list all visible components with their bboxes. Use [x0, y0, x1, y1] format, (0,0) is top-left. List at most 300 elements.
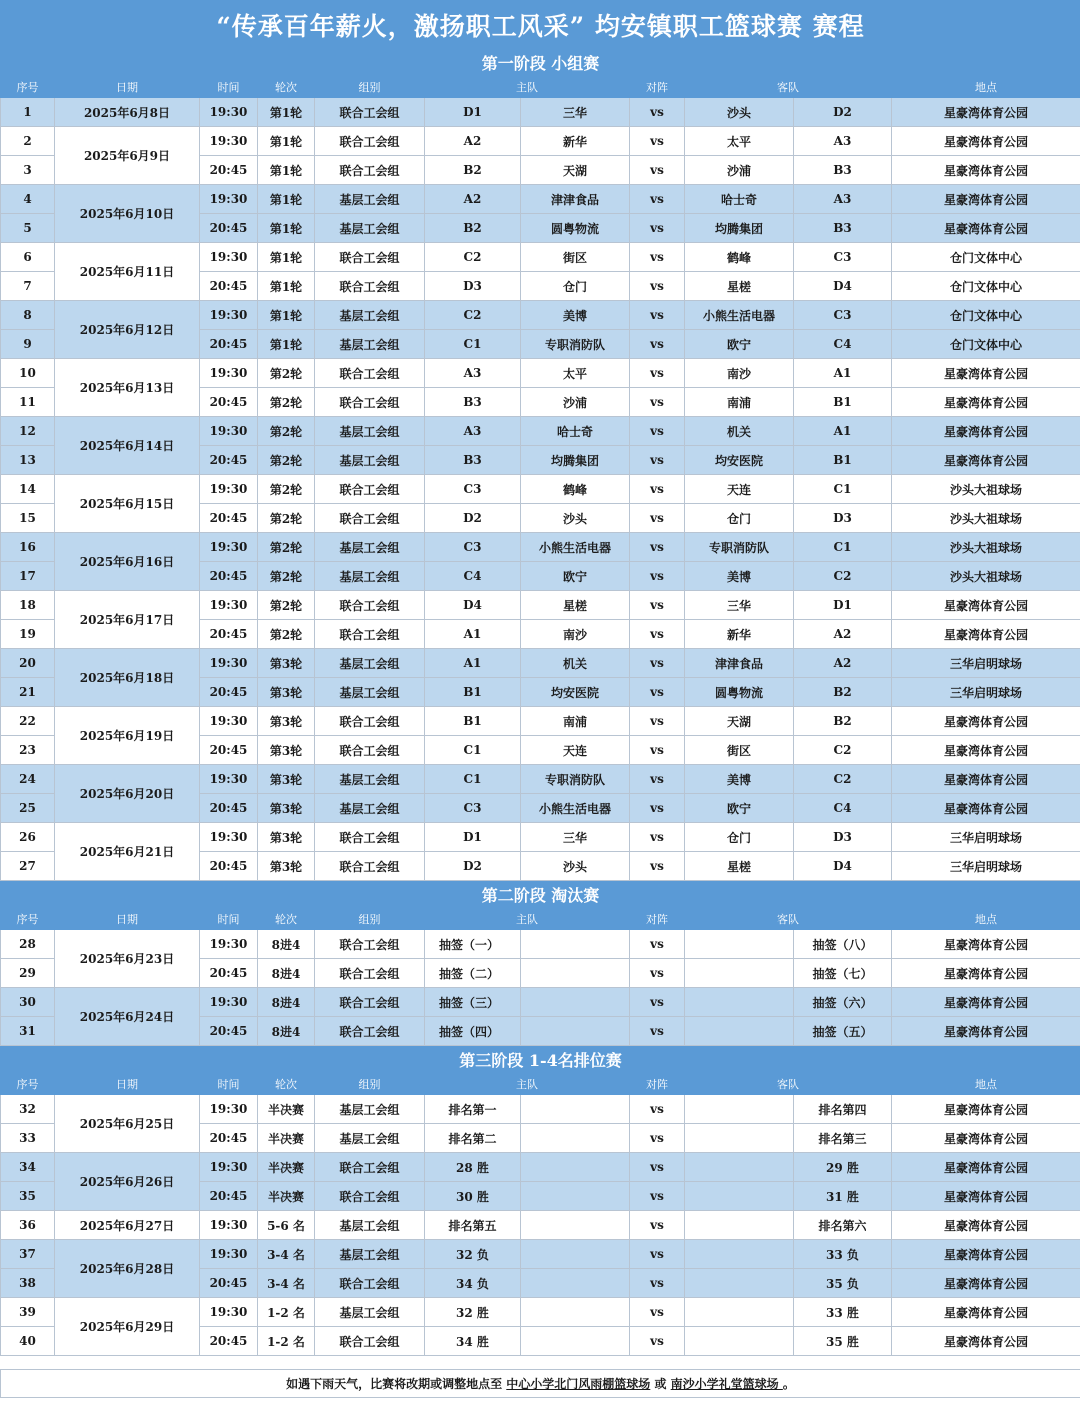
game-date: 2025年6月14日 — [55, 417, 200, 475]
home-team: 仓门 — [521, 272, 630, 301]
away-team: 抽签（六） — [794, 988, 892, 1017]
header-home: 主队 — [425, 77, 630, 98]
game-number: 19 — [1, 620, 55, 649]
header-vs: 对阵 — [630, 909, 685, 930]
game-group: 基层工会组 — [315, 330, 425, 359]
versus-label: vs — [630, 1124, 685, 1153]
game-group: 联合工会组 — [315, 959, 425, 988]
game-venue: 星豪湾体育公园 — [892, 1153, 1080, 1182]
game-time: 20:45 — [200, 156, 258, 185]
game-time: 19:30 — [200, 1153, 258, 1182]
home-team: 街区 — [521, 243, 630, 272]
away-code: D3 — [794, 823, 892, 852]
game-date: 2025年6月17日 — [55, 591, 200, 649]
home-code: B2 — [425, 156, 521, 185]
game-time: 19:30 — [200, 765, 258, 794]
page-title: “传承百年薪火，激扬职工风采” 均安镇职工篮球赛 赛程 — [1, 1, 1080, 49]
table-row — [1, 417, 1080, 446]
versus-label: vs — [630, 959, 685, 988]
game-venue: 星豪湾体育公园 — [892, 1017, 1080, 1046]
game-group: 基层工会组 — [315, 649, 425, 678]
game-time: 20:45 — [200, 330, 258, 359]
rain-note-row — [1, 1370, 1080, 1398]
game-venue: 星豪湾体育公园 — [892, 765, 1080, 794]
versus-label: vs — [630, 243, 685, 272]
home-team: 34 胜 — [425, 1327, 521, 1356]
versus-label: vs — [630, 707, 685, 736]
away-code: A2 — [794, 649, 892, 678]
game-time: 20:45 — [200, 678, 258, 707]
game-time: 20:45 — [200, 504, 258, 533]
header-home: 主队 — [425, 909, 630, 930]
header-time: 时间 — [200, 1074, 258, 1095]
header-time: 时间 — [200, 77, 258, 98]
versus-label: vs — [630, 1182, 685, 1211]
home-team: 欧宁 — [521, 562, 630, 591]
versus-label: vs — [630, 736, 685, 765]
away-team: 圆粤物流 — [685, 678, 794, 707]
away-team: 南浦 — [685, 388, 794, 417]
away-code: B2 — [794, 678, 892, 707]
game-group: 基层工会组 — [315, 1298, 425, 1327]
versus-label: vs — [630, 988, 685, 1017]
stage-heading-row — [1, 881, 1080, 909]
game-round: 第3轮 — [258, 736, 315, 765]
versus-label: vs — [630, 388, 685, 417]
game-number: 10 — [1, 359, 55, 388]
header-no: 序号 — [1, 1074, 55, 1095]
game-group: 基层工会组 — [315, 1211, 425, 1240]
table-row — [1, 301, 1080, 330]
home-code: D2 — [425, 852, 521, 881]
game-round: 第2轮 — [258, 620, 315, 649]
home-code: D4 — [425, 591, 521, 620]
game-venue: 星豪湾体育公园 — [892, 185, 1080, 214]
game-venue: 星豪湾体育公园 — [892, 156, 1080, 185]
game-date: 2025年6月27日 — [55, 1211, 200, 1240]
home-code: D3 — [425, 272, 521, 301]
versus-label: vs — [630, 591, 685, 620]
home-blank — [521, 930, 630, 959]
game-venue: 沙头大祖球场 — [892, 475, 1080, 504]
game-group: 基层工会组 — [315, 533, 425, 562]
header-date: 日期 — [55, 77, 200, 98]
game-time: 20:45 — [200, 562, 258, 591]
away-code: C1 — [794, 475, 892, 504]
away-code: C1 — [794, 533, 892, 562]
away-team: 欧宁 — [685, 794, 794, 823]
away-code: D1 — [794, 591, 892, 620]
home-code: C3 — [425, 475, 521, 504]
away-team: 机关 — [685, 417, 794, 446]
game-date: 2025年6月20日 — [55, 765, 200, 823]
away-team: 均安医院 — [685, 446, 794, 475]
game-venue: 星豪湾体育公园 — [892, 591, 1080, 620]
game-number: 31 — [1, 1017, 55, 1046]
table-row — [1, 765, 1080, 794]
versus-label: vs — [630, 446, 685, 475]
versus-label: vs — [630, 156, 685, 185]
away-team: 抽签（五） — [794, 1017, 892, 1046]
home-team: 三华 — [521, 98, 630, 127]
header-away: 客队 — [685, 77, 892, 98]
game-number: 23 — [1, 736, 55, 765]
game-group: 联合工会组 — [315, 1017, 425, 1046]
game-venue: 星豪湾体育公园 — [892, 930, 1080, 959]
versus-label: vs — [630, 272, 685, 301]
home-team: 排名第五 — [425, 1211, 521, 1240]
game-number: 34 — [1, 1153, 55, 1182]
home-blank — [521, 1182, 630, 1211]
away-blank — [685, 930, 794, 959]
home-code: A2 — [425, 185, 521, 214]
game-time: 19:30 — [200, 98, 258, 127]
game-round: 第2轮 — [258, 504, 315, 533]
game-group: 基层工会组 — [315, 1124, 425, 1153]
game-group: 联合工会组 — [315, 98, 425, 127]
away-code: B3 — [794, 156, 892, 185]
game-number: 39 — [1, 1298, 55, 1327]
game-time: 19:30 — [200, 1240, 258, 1269]
game-round: 半决赛 — [258, 1095, 315, 1124]
away-blank — [685, 959, 794, 988]
home-blank — [521, 1298, 630, 1327]
home-code: C3 — [425, 533, 521, 562]
game-number: 8 — [1, 301, 55, 330]
game-round: 第1轮 — [258, 185, 315, 214]
table-row — [1, 533, 1080, 562]
header-home: 主队 — [425, 1074, 630, 1095]
game-group: 联合工会组 — [315, 736, 425, 765]
home-team: 圆粤物流 — [521, 214, 630, 243]
home-team: 32 负 — [425, 1240, 521, 1269]
table-row — [1, 185, 1080, 214]
game-number: 25 — [1, 794, 55, 823]
header-group: 组别 — [315, 1074, 425, 1095]
game-group: 联合工会组 — [315, 852, 425, 881]
game-time: 20:45 — [200, 214, 258, 243]
away-code: B1 — [794, 388, 892, 417]
versus-label: vs — [630, 1269, 685, 1298]
game-venue: 星豪湾体育公园 — [892, 1298, 1080, 1327]
header-date: 日期 — [55, 1074, 200, 1095]
home-code: A3 — [425, 359, 521, 388]
game-round: 8进4 — [258, 930, 315, 959]
game-time: 19:30 — [200, 1298, 258, 1327]
game-round: 第1轮 — [258, 330, 315, 359]
away-team: 星槎 — [685, 852, 794, 881]
game-date: 2025年6月24日 — [55, 988, 200, 1046]
spacer-row — [1, 1356, 1080, 1370]
home-team: 34 负 — [425, 1269, 521, 1298]
game-round: 8进4 — [258, 988, 315, 1017]
table-row — [1, 1211, 1080, 1240]
header-no: 序号 — [1, 909, 55, 930]
versus-label: vs — [630, 1298, 685, 1327]
versus-label: vs — [630, 214, 685, 243]
game-round: 第3轮 — [258, 794, 315, 823]
game-date: 2025年6月8日 — [55, 98, 200, 127]
game-round: 半决赛 — [258, 1124, 315, 1153]
game-round: 半决赛 — [258, 1182, 315, 1211]
versus-label: vs — [630, 301, 685, 330]
spacer-cell — [1, 1356, 1080, 1370]
game-round: 半决赛 — [258, 1153, 315, 1182]
game-group: 基层工会组 — [315, 446, 425, 475]
game-time: 19:30 — [200, 707, 258, 736]
game-round: 3-4 名 — [258, 1240, 315, 1269]
header-row — [1, 1074, 1080, 1095]
game-venue: 沙头大祖球场 — [892, 533, 1080, 562]
stage-title: 第二阶段 淘汰赛 — [1, 881, 1080, 909]
away-code: C4 — [794, 794, 892, 823]
versus-label: vs — [630, 185, 685, 214]
away-team: 美博 — [685, 765, 794, 794]
away-code: C2 — [794, 736, 892, 765]
away-team: 欧宁 — [685, 330, 794, 359]
game-group: 联合工会组 — [315, 1269, 425, 1298]
game-number: 6 — [1, 243, 55, 272]
away-team: 均腾集团 — [685, 214, 794, 243]
game-group: 联合工会组 — [315, 620, 425, 649]
away-code: A3 — [794, 127, 892, 156]
game-round: 第2轮 — [258, 475, 315, 504]
game-group: 基层工会组 — [315, 185, 425, 214]
game-time: 19:30 — [200, 1095, 258, 1124]
versus-label: vs — [630, 678, 685, 707]
game-time: 20:45 — [200, 1124, 258, 1153]
table-row — [1, 988, 1080, 1017]
header-group: 组别 — [315, 909, 425, 930]
game-group: 联合工会组 — [315, 504, 425, 533]
game-time: 20:45 — [200, 272, 258, 301]
away-code: C3 — [794, 301, 892, 330]
versus-label: vs — [630, 562, 685, 591]
game-round: 第3轮 — [258, 823, 315, 852]
away-blank — [685, 1095, 794, 1124]
game-round: 第1轮 — [258, 127, 315, 156]
home-team: 沙浦 — [521, 388, 630, 417]
away-blank — [685, 988, 794, 1017]
game-time: 19:30 — [200, 475, 258, 504]
game-time: 19:30 — [200, 930, 258, 959]
header-venue: 地点 — [892, 1074, 1080, 1095]
home-team: 新华 — [521, 127, 630, 156]
home-team: 均腾集团 — [521, 446, 630, 475]
home-team: 南沙 — [521, 620, 630, 649]
table-row — [1, 1095, 1080, 1124]
versus-label: vs — [630, 127, 685, 156]
game-round: 第2轮 — [258, 417, 315, 446]
away-code: C3 — [794, 243, 892, 272]
home-code: A3 — [425, 417, 521, 446]
header-venue: 地点 — [892, 77, 1080, 98]
game-date: 2025年6月29日 — [55, 1298, 200, 1356]
game-time: 19:30 — [200, 417, 258, 446]
game-round: 第3轮 — [258, 765, 315, 794]
game-group: 联合工会组 — [315, 1153, 425, 1182]
home-team: 南浦 — [521, 707, 630, 736]
header-vs: 对阵 — [630, 1074, 685, 1095]
home-code: A1 — [425, 620, 521, 649]
table-row — [1, 823, 1080, 852]
game-venue: 星豪湾体育公园 — [892, 1182, 1080, 1211]
header-no: 序号 — [1, 77, 55, 98]
away-team: 鹤峰 — [685, 243, 794, 272]
game-round: 第3轮 — [258, 852, 315, 881]
away-code: C2 — [794, 562, 892, 591]
game-time: 19:30 — [200, 301, 258, 330]
away-team: 抽签（八） — [794, 930, 892, 959]
home-blank — [521, 959, 630, 988]
away-team: 35 胜 — [794, 1327, 892, 1356]
away-team: 小熊生活电器 — [685, 301, 794, 330]
away-team: 天连 — [685, 475, 794, 504]
away-team: 沙头 — [685, 98, 794, 127]
home-blank — [521, 1095, 630, 1124]
game-date: 2025年6月13日 — [55, 359, 200, 417]
game-time: 19:30 — [200, 185, 258, 214]
versus-label: vs — [630, 1240, 685, 1269]
game-group: 基层工会组 — [315, 417, 425, 446]
away-team: 星槎 — [685, 272, 794, 301]
home-team: 排名第一 — [425, 1095, 521, 1124]
game-group: 联合工会组 — [315, 243, 425, 272]
away-team: 津津食品 — [685, 649, 794, 678]
away-team: 专职消防队 — [685, 533, 794, 562]
game-number: 4 — [1, 185, 55, 214]
away-team: 新华 — [685, 620, 794, 649]
game-date: 2025年6月28日 — [55, 1240, 200, 1298]
game-group: 联合工会组 — [315, 591, 425, 620]
away-blank — [685, 1211, 794, 1240]
game-time: 20:45 — [200, 1327, 258, 1356]
game-group: 基层工会组 — [315, 1095, 425, 1124]
game-venue: 星豪湾体育公园 — [892, 1269, 1080, 1298]
home-team: 抽签（四） — [425, 1017, 521, 1046]
home-team: 鹤峰 — [521, 475, 630, 504]
game-venue: 星豪湾体育公园 — [892, 988, 1080, 1017]
away-blank — [685, 1182, 794, 1211]
away-code: A1 — [794, 359, 892, 388]
home-team: 沙头 — [521, 504, 630, 533]
game-time: 19:30 — [200, 988, 258, 1017]
game-number: 14 — [1, 475, 55, 504]
game-date: 2025年6月10日 — [55, 185, 200, 243]
game-group: 基层工会组 — [315, 301, 425, 330]
home-team: 哈士奇 — [521, 417, 630, 446]
note-venue-2: 南沙小学礼堂篮球场 — [670, 1377, 783, 1391]
table-row — [1, 1153, 1080, 1182]
table-row — [1, 1240, 1080, 1269]
game-number: 22 — [1, 707, 55, 736]
game-number: 5 — [1, 214, 55, 243]
versus-label: vs — [630, 1153, 685, 1182]
game-round: 第1轮 — [258, 156, 315, 185]
game-round: 第2轮 — [258, 562, 315, 591]
game-number: 11 — [1, 388, 55, 417]
game-venue: 三华启明球场 — [892, 678, 1080, 707]
game-number: 37 — [1, 1240, 55, 1269]
game-venue: 星豪湾体育公园 — [892, 959, 1080, 988]
game-venue: 星豪湾体育公园 — [892, 1240, 1080, 1269]
away-blank — [685, 1327, 794, 1356]
home-team: 抽签（三） — [425, 988, 521, 1017]
game-venue: 星豪湾体育公园 — [892, 127, 1080, 156]
home-code: C1 — [425, 736, 521, 765]
game-group: 联合工会组 — [315, 930, 425, 959]
game-venue: 星豪湾体育公园 — [892, 736, 1080, 765]
home-team: 小熊生活电器 — [521, 794, 630, 823]
away-code: B1 — [794, 446, 892, 475]
away-team: 33 负 — [794, 1240, 892, 1269]
game-round: 1-2 名 — [258, 1327, 315, 1356]
home-code: C4 — [425, 562, 521, 591]
game-time: 20:45 — [200, 959, 258, 988]
game-group: 联合工会组 — [315, 475, 425, 504]
game-time: 20:45 — [200, 1269, 258, 1298]
versus-label: vs — [630, 359, 685, 388]
home-blank — [521, 1240, 630, 1269]
game-date: 2025年6月18日 — [55, 649, 200, 707]
game-group: 基层工会组 — [315, 794, 425, 823]
home-team: 专职消防队 — [521, 330, 630, 359]
header-round: 轮次 — [258, 909, 315, 930]
game-round: 第1轮 — [258, 98, 315, 127]
game-group: 联合工会组 — [315, 272, 425, 301]
versus-label: vs — [630, 823, 685, 852]
game-round: 第1轮 — [258, 214, 315, 243]
game-round: 第1轮 — [258, 301, 315, 330]
rain-note — [1, 1370, 1080, 1398]
note-middle: 或 — [650, 1377, 671, 1391]
stage-title: 第一阶段 小组赛 — [1, 49, 1080, 77]
versus-label: vs — [630, 98, 685, 127]
game-round: 5-6 名 — [258, 1211, 315, 1240]
away-team: 仓门 — [685, 823, 794, 852]
game-number: 15 — [1, 504, 55, 533]
table-row — [1, 98, 1080, 127]
header-time: 时间 — [200, 909, 258, 930]
away-team: 31 胜 — [794, 1182, 892, 1211]
home-team: 均安医院 — [521, 678, 630, 707]
home-team: 30 胜 — [425, 1182, 521, 1211]
game-group: 基层工会组 — [315, 678, 425, 707]
game-group: 基层工会组 — [315, 765, 425, 794]
away-code: A1 — [794, 417, 892, 446]
table-row — [1, 591, 1080, 620]
home-blank — [521, 1153, 630, 1182]
game-group: 联合工会组 — [315, 156, 425, 185]
game-number: 21 — [1, 678, 55, 707]
game-date: 2025年6月23日 — [55, 930, 200, 988]
away-team: 美博 — [685, 562, 794, 591]
game-round: 第1轮 — [258, 243, 315, 272]
game-round: 第3轮 — [258, 678, 315, 707]
game-venue: 星豪湾体育公园 — [892, 214, 1080, 243]
game-date: 2025年6月12日 — [55, 301, 200, 359]
game-number: 40 — [1, 1327, 55, 1356]
game-round: 第2轮 — [258, 591, 315, 620]
game-number: 32 — [1, 1095, 55, 1124]
game-number: 36 — [1, 1211, 55, 1240]
versus-label: vs — [630, 1211, 685, 1240]
game-group: 联合工会组 — [315, 988, 425, 1017]
versus-label: vs — [630, 1095, 685, 1124]
versus-label: vs — [630, 794, 685, 823]
game-venue: 星豪湾体育公园 — [892, 1211, 1080, 1240]
game-round: 第2轮 — [258, 388, 315, 417]
